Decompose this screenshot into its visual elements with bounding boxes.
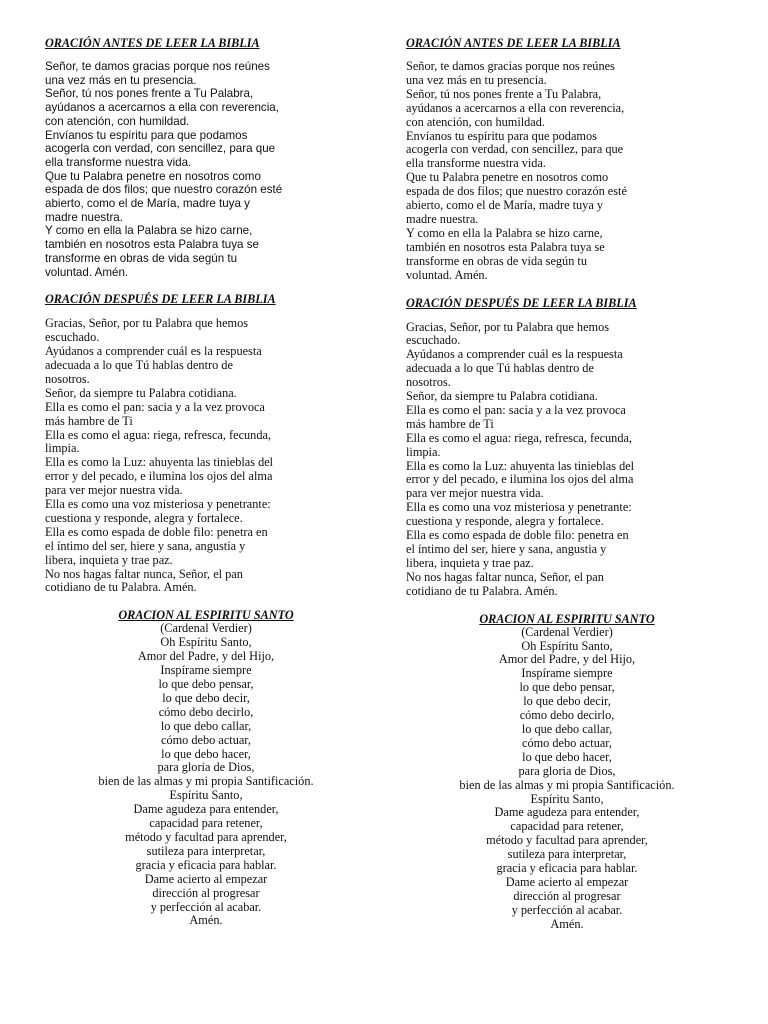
poem-line: lo que debo callar, (160, 718, 252, 733)
poem-line: Dame agudeza para entender, (494, 805, 640, 820)
poem-line: lo que debo decir, (162, 690, 250, 705)
poem-line: Dame acierto al empezar (505, 874, 629, 889)
poem-line: cómo debo actuar, (522, 735, 612, 750)
poem-line: cómo debo decirlo, (158, 704, 254, 719)
poem-line: Amén. (189, 913, 223, 928)
text-line: Ella es como la Luz: ahuyenta las tinieblas del (406, 458, 635, 473)
poem-line: gracia y eficacia para hablar. (496, 861, 638, 876)
prayer-before-reading (45, 36, 385, 279)
poem-line: sutileza para interpretar, (146, 843, 266, 858)
poem-line: Oh Espíritu Santo, (521, 638, 613, 653)
prayer-holy-spirit (45, 608, 367, 928)
poem-line: para gloria de Dios, (157, 760, 255, 775)
poem-line: método y facultad para aprender, (486, 833, 648, 848)
text-line: abierto, como el de María, madre tuya y (45, 197, 250, 211)
text-line: Ella es como la Luz: ahuyenta las tinieblas del (45, 455, 274, 470)
text-line: abierto, como el de María, madre tuya y (406, 198, 604, 213)
text-line: Que tu Palabra penetre en nosotros como (45, 169, 261, 183)
poem-line: Amor del Padre, y del Hijo, (137, 649, 275, 664)
text-line: cuestiona y responde, alegra y fortalece. (45, 510, 243, 525)
text-line: Y como en ella la Palabra se hizo carne, (406, 225, 603, 240)
holy-spirit-poem (406, 626, 728, 932)
text-line: adecuada a lo que Tú hablas dentro de (45, 357, 233, 372)
text-line: voluntad. Amén. (45, 265, 129, 279)
text-line: Señor, da siempre tu Palabra cotidiana. (406, 389, 598, 404)
text-line: No nos hagas faltar nunca, Señor, el pan (406, 569, 604, 584)
text-line: para ver mejor nuestra vida. (45, 483, 183, 498)
prayer-before-reading (406, 36, 746, 283)
holy-spirit-poem (45, 622, 367, 928)
poem-line: cómo debo actuar, (161, 732, 251, 747)
after-reading-text (45, 317, 385, 595)
prayer-after-reading (45, 292, 385, 595)
heading-after-reading: ORACIÓN DESPUÉS DE LEER LA BIBLIA (45, 292, 276, 307)
text-line: cotidiano de tu Palabra. Amén. (45, 580, 197, 595)
text-line: Ella es como espada de doble filo: penetra en (406, 528, 629, 543)
text-line: Señor, tú nos pones frente a Tu Palabra, (45, 87, 254, 101)
text-line: transforme en obras de vida según tu (45, 251, 238, 265)
heading-after-reading: ORACIÓN DESPUÉS DE LEER LA BIBLIA (406, 295, 637, 310)
poem-line: lo que debo decir, (523, 694, 611, 709)
poem-line: lo que debo hacer, (161, 746, 251, 761)
poem-line: lo que debo pensar, (158, 677, 254, 691)
text-line: para ver mejor nuestra vida. (406, 486, 544, 501)
text-line: espada de dos filos; que nuestro corazón esté (45, 183, 283, 197)
text-line: ayúdanos a acercarnos a ella con reverencia, (406, 100, 625, 115)
text-line: más hambre de Ti (406, 416, 494, 431)
text-line: una vez más en tu presencia. (45, 73, 197, 87)
before-reading-text (406, 60, 746, 283)
text-line: espada de dos filos; que nuestro corazón esté (406, 184, 627, 199)
before-reading-text (45, 60, 385, 279)
text-line: Y como en ella la Palabra se hizo carne, (45, 224, 253, 238)
text-line: transforme en obras de vida según tu (406, 253, 587, 268)
text-line: Ella es como el pan: sacia y a la vez provoca (406, 402, 626, 417)
text-line: el íntimo del ser, hiere y sana, angustia y (406, 542, 607, 556)
text-line: también en nosotros esta Palabra tuya se (406, 239, 605, 254)
poem-line: dirección al progresar (513, 888, 621, 903)
poem-line: Amén. (550, 916, 584, 931)
left-column (45, 36, 385, 928)
poem-line: (Cardenal Verdier) (521, 624, 613, 639)
poem-line: lo que debo callar, (521, 721, 613, 736)
heading-holy-spirit: ORACION AL ESPIRITU SANTO (118, 608, 294, 623)
text-line: Envíanos tu espíritu para que podamos (406, 128, 597, 143)
poem-line: bien de las almas y mi propia Santificación. (98, 774, 314, 789)
poem-line: capacidad para retener, (510, 819, 624, 834)
text-line: Señor, da siempre tu Palabra cotidiana. (45, 385, 237, 400)
text-line: ella transforme nuestra vida. (406, 156, 546, 171)
poem-line: sutileza para interpretar, (507, 847, 627, 862)
text-line: limpia. (406, 444, 441, 459)
text-line: escuchado. (45, 330, 100, 345)
text-line: Ella es como espada de doble filo: penetra en (45, 524, 268, 539)
text-line: nosotros. (406, 375, 451, 390)
poem-line: lo que debo pensar, (519, 680, 615, 695)
poem-line: y perfección al acabar. (511, 902, 623, 917)
text-line: ella transforme nuestra vida. (45, 155, 192, 169)
text-line: error y del pecado, e ilumina los ojos del alma (45, 469, 273, 484)
text-line: libera, inquieta y trae paz. (45, 552, 173, 567)
text-line: voluntad. Amén. (406, 267, 488, 282)
poem-line: Inspírame siempre (160, 663, 252, 678)
text-line: Ella es como el pan: sacia y a la vez provoca (45, 399, 265, 414)
poem-line: y perfección al acabar. (150, 899, 262, 914)
text-line: Envíanos tu espíritu para que podamos (45, 128, 248, 142)
text-line: Ella es como el agua: riega, refresca, fecunda, (45, 427, 272, 442)
text-line: acogerla con verdad, con sencillez, para que (45, 142, 276, 156)
text-line: Señor, te damos gracias porque nos reúnes (45, 60, 270, 73)
text-line: Ella es como el agua: riega, refresca, fecunda, (406, 430, 633, 445)
text-line: Ella es como una voz misteriosa y penetrante: (406, 500, 632, 515)
text-line: limpia. (45, 441, 80, 456)
poem-line: Amor del Padre, y del Hijo, (498, 652, 636, 667)
text-line: Señor, tú nos pones frente a Tu Palabra, (406, 86, 602, 101)
heading-holy-spirit: ORACION AL ESPIRITU SANTO (479, 611, 655, 626)
poem-line: dirección al progresar (152, 885, 260, 900)
text-line: el íntimo del ser, hiere y sana, angustia y (45, 538, 246, 553)
text-line: error y del pecado, e ilumina los ojos del alma (406, 472, 634, 487)
heading-before-reading: ORACIÓN ANTES DE LEER LA BIBLIA (45, 36, 260, 50)
text-line: Señor, te damos gracias porque nos reúnes (406, 59, 615, 73)
poem-line: Oh Espíritu Santo, (160, 635, 252, 650)
text-line: Que tu Palabra penetre en nosotros como (406, 170, 609, 185)
text-line: más hambre de Ti (45, 413, 133, 428)
poem-line: capacidad para retener, (149, 816, 263, 831)
text-line: adecuada a lo que Tú hablas dentro de (406, 361, 594, 376)
poem-line: Espíritu Santo, (530, 791, 604, 806)
text-line: Ayúdanos a comprender cuál es la respuesta (406, 347, 623, 362)
after-reading-text (406, 321, 746, 599)
poem-line: lo que debo hacer, (522, 749, 612, 764)
poem-line: bien de las almas y mi propia Santificación. (459, 777, 675, 792)
text-line: ayúdanos a acercarnos a ella con reverencia, (45, 101, 279, 115)
heading-before-reading: ORACIÓN ANTES DE LEER LA BIBLIA (406, 36, 621, 50)
text-line: madre nuestra. (45, 210, 123, 224)
text-line: Ayúdanos a comprender cuál es la respuesta (45, 344, 262, 359)
poem-line: Espíritu Santo, (169, 788, 243, 803)
poem-line: cómo debo decirlo, (519, 708, 615, 723)
poem-line: Dame agudeza para entender, (133, 802, 279, 817)
text-line: acogerla con verdad, con sencillez, para que (406, 142, 624, 157)
text-line: No nos hagas faltar nunca, Señor, el pan (45, 566, 243, 581)
text-line: nosotros. (45, 371, 90, 386)
text-line: libera, inquieta y trae paz. (406, 555, 534, 570)
text-line: madre nuestra. (406, 211, 479, 226)
poem-line: para gloria de Dios, (518, 763, 616, 778)
prayer-holy-spirit (406, 612, 728, 932)
text-line: Gracias, Señor, por tu Palabra que hemos (45, 316, 249, 331)
text-line: Gracias, Señor, por tu Palabra que hemos (406, 319, 610, 334)
text-line: también en nosotros esta Palabra tuya se (45, 238, 259, 252)
right-column (406, 36, 746, 932)
text-line: con atención, con humildad. (45, 114, 190, 128)
text-line: Ella es como una voz misteriosa y penetrante: (45, 497, 271, 512)
poem-line: gracia y eficacia para hablar. (135, 857, 277, 872)
text-line: cotidiano de tu Palabra. Amén. (406, 583, 558, 598)
text-line: escuchado. (406, 333, 461, 348)
prayer-after-reading (406, 296, 746, 599)
poem-line: Dame acierto al empezar (144, 871, 268, 886)
poem-line: método y facultad para aprender, (125, 829, 287, 844)
poem-line: (Cardenal Verdier) (160, 621, 252, 636)
text-line: cuestiona y responde, alegra y fortalece. (406, 514, 604, 529)
text-line: una vez más en tu presencia. (406, 72, 547, 87)
poem-line: Inspírame siempre (521, 666, 613, 681)
text-line: con atención, con humildad. (406, 114, 545, 129)
